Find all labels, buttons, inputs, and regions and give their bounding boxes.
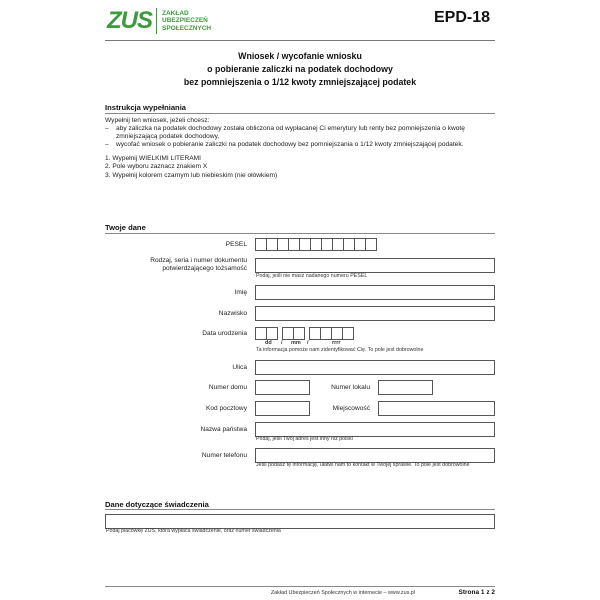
flat-number-label: Numer lokalu [331,384,370,391]
personal-divider [105,233,495,234]
birth-date-label: Data urodzenia [202,330,247,337]
birth-month-hint: mm [291,340,301,346]
form-code: EPD-18 [433,9,490,26]
street-label: Ulica [232,364,247,371]
birth-day-field[interactable] [255,327,277,340]
footer-divider [105,586,495,587]
instructions-step: 1. Wypełnij WIELKIMI LITERAMI [105,155,201,163]
country-label: Nazwa państwa [200,426,247,433]
logo-divider [156,8,157,34]
bullet-dash: – [105,141,109,149]
pesel-label: PESEL [225,241,247,248]
instructions-step: 2. Pole wyboru zaznacz znakiem X [105,163,208,171]
street-input[interactable] [255,360,495,375]
bullet-text: wycofać wniosek o pobieranie zaliczki na podatek dochodowy bez pomniejszania o 1/12 kwoty zmniejszającej podatek. [116,141,464,149]
birth-day-hint: dd [265,340,272,346]
birth-separator: / [307,340,309,346]
id-document-label [120,257,247,273]
footer-website: Zakład Ubezpieczeń Społecznych w internecie – www.zus.pl [270,590,415,596]
logo-caption-line: SPOŁECZNYCH [162,24,212,32]
title-line: Wniosek / wycofanie wniosku [238,51,362,61]
last-name-input[interactable] [255,306,495,321]
instructions-body [105,117,495,180]
benefit-divider [105,509,495,510]
personal-heading: Twoje dane [105,223,146,232]
logo-caption-line: UBEZPIECZEŃ [162,17,208,25]
zus-logo [107,5,211,37]
country-input[interactable] [255,422,495,437]
logo-caption [162,10,211,33]
birth-separator: / [281,340,283,346]
title-line: bez pomniejszenia o 1/12 kwoty zmniejszającej podatek [183,77,417,87]
id-document-label-line: potwierdzającego tożsamość [162,265,247,272]
instructions-intro: Wypełnij ten wniosek, jeżeli chcesz: [105,117,210,124]
birth-year-field[interactable] [309,327,353,340]
id-document-label-line: Rodzaj, seria i numer dokumentu [150,257,247,264]
birth-date-hint: Ta informacja pomoże nam zidentyfikować Cię. To pole jest dobrowolne [256,347,424,353]
digit-box[interactable] [342,327,354,340]
id-document-input[interactable] [255,258,495,273]
digit-box[interactable] [266,327,278,340]
logo-caption-line: ZAKŁAD [162,9,189,17]
city-label: Miejscowość [332,405,370,412]
bullet-text: aby zaliczka na podatek dochodowy została obliczona od wypłacanej Ci emerytury lub renty bez pomniejszenia o kwotę zmniejszającą podatek dochodowy, [116,125,465,141]
instructions-heading: Instrukcja wypełniania [105,103,187,112]
birth-month-field[interactable] [282,327,304,340]
postal-code-label: Kod pocztowy [205,405,247,412]
instructions-divider [105,113,495,114]
country-hint: Podaj, jeśli Twój adres jest inny niż polski [256,436,353,442]
house-number-label: Numer domu [208,384,247,391]
phone-label: Numer telefonu [201,452,247,459]
logo-mark: ZUS [107,7,152,34]
first-name-input[interactable] [255,285,495,300]
flat-number-input[interactable] [378,380,433,395]
form-title [105,50,495,89]
bullet-dash: – [105,125,109,133]
pesel-digit-box[interactable] [365,238,377,251]
postal-code-input[interactable] [255,401,310,416]
phone-input[interactable] [255,448,495,463]
city-input[interactable] [378,401,495,416]
instructions-step: 3. Wypełnij kolorem czarnym lub niebieskim (nie ołówkiem) [105,171,278,179]
id-document-hint: Podaj, jeśli nie masz nadanego numeru PESEL [256,273,368,279]
house-number-input[interactable] [255,380,310,395]
phone-hint: Jeśli podasz tę informację, ułatwi nam to kontakt w Twojej sprawie. To pole jest dobrowolne [256,462,470,468]
header-divider [105,40,495,41]
benefit-hint: Podaj placówkę ZUS, która wypłaca świadczenie, oraz numer świadczenia [106,528,281,534]
instructions-bullet [105,141,495,149]
title-line: o pobieranie zaliczki na podatek dochodowy [207,64,393,74]
pesel-field[interactable] [255,238,376,251]
benefit-input[interactable] [105,514,495,529]
digit-box[interactable] [293,327,305,340]
instructions-bullet [105,125,495,141]
benefit-heading: Dane dotyczące świadczenia [105,500,209,509]
last-name-label: Nazwisko [218,310,247,317]
first-name-label: Imię [234,289,247,296]
birth-year-hint: rrrr [332,340,341,346]
page-number: Strona 1 z 2 [458,589,495,596]
